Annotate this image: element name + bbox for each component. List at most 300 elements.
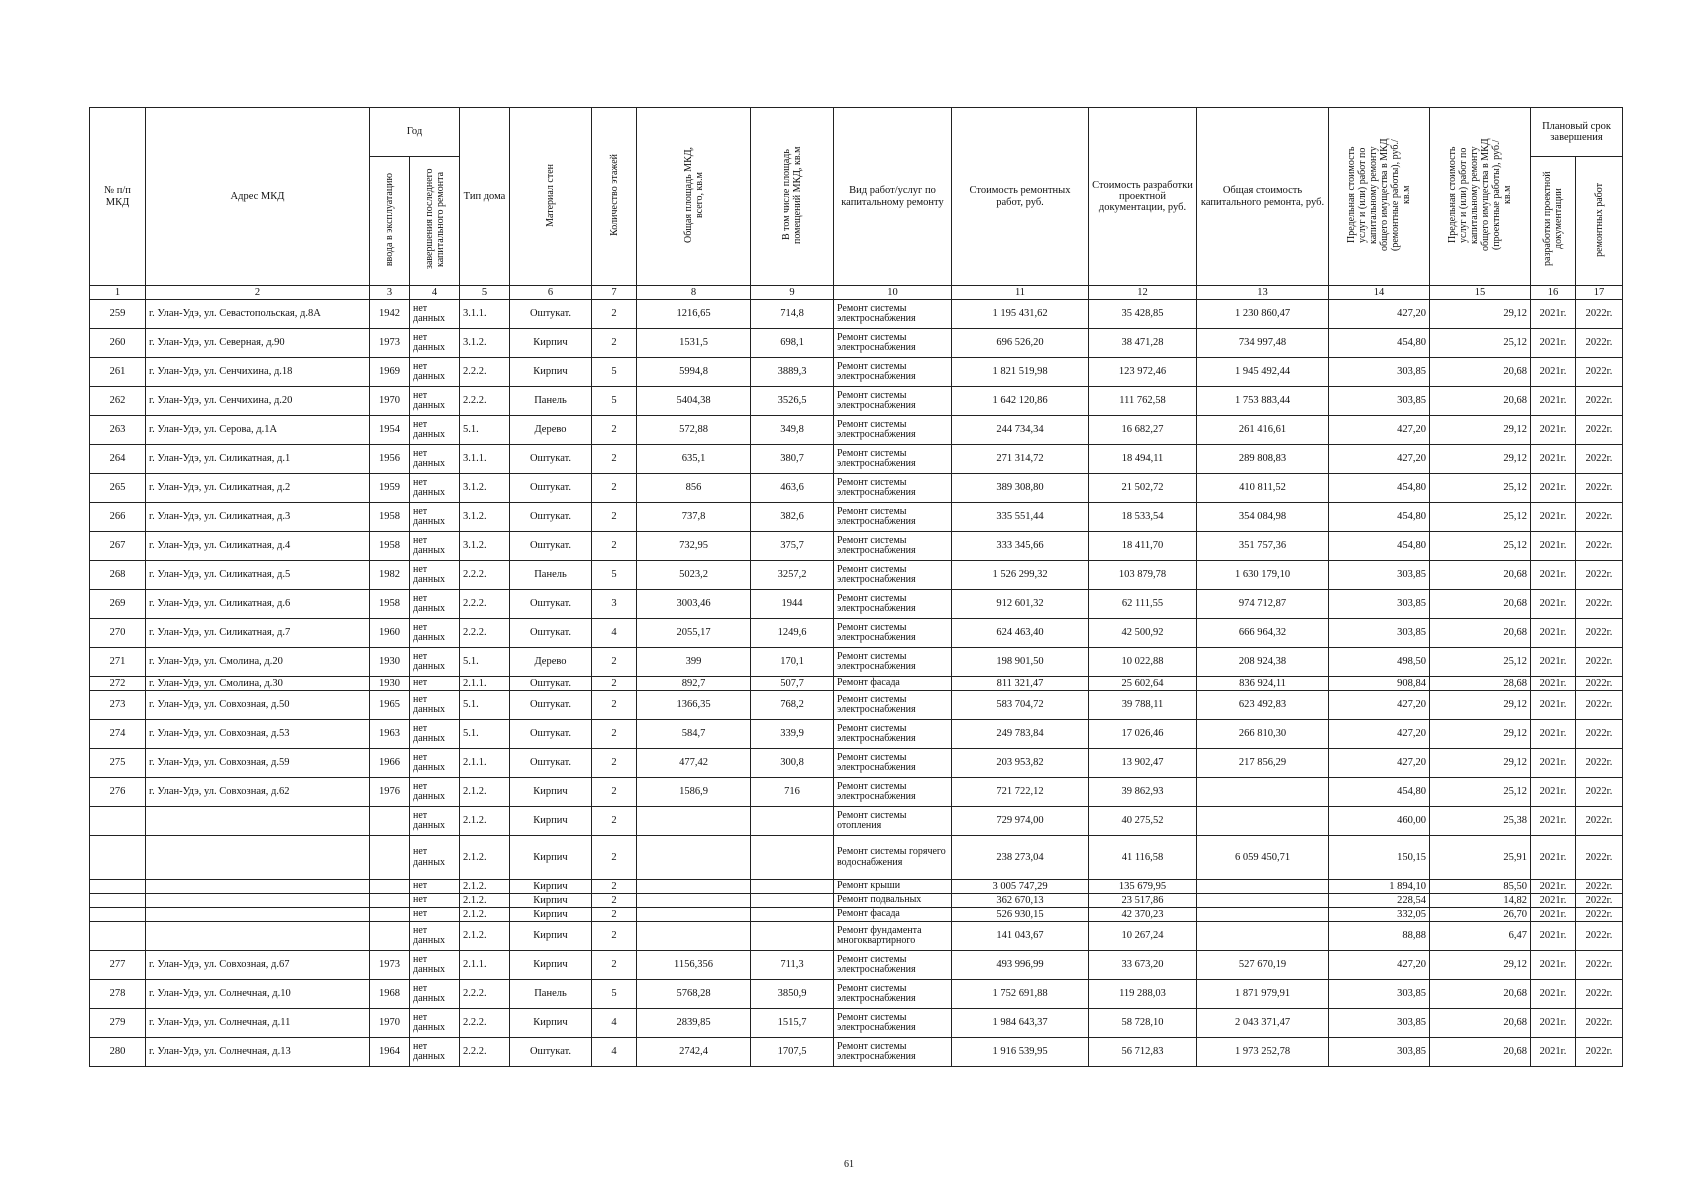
cell-limit-design: 29,12	[1430, 749, 1531, 778]
cell-total-cost: 410 811,52	[1197, 474, 1329, 503]
cell-house-type: 3.1.2.	[460, 503, 510, 532]
cell-repair-cost: 1 642 120,86	[952, 387, 1089, 416]
cell-floors: 2	[592, 416, 637, 445]
header-num: № п/п МКД	[90, 108, 146, 286]
cell-limit-repair: 303,85	[1329, 561, 1430, 590]
cell-plan-repair: 2022г.	[1576, 908, 1623, 922]
table-row	[90, 300, 1623, 329]
cell-plan-repair: 2022г.	[1576, 445, 1623, 474]
column-number: 14	[1329, 286, 1430, 300]
cell-address: г. Улан-Удэ, ул. Силикатная, д.1	[146, 445, 370, 474]
cell-limit-repair: 454,80	[1329, 503, 1430, 532]
cell-design-cost: 38 471,28	[1089, 329, 1197, 358]
cell-row-number: 260	[90, 329, 146, 358]
cell-year-last-repair: нет данных	[410, 951, 460, 980]
cell-limit-design: 20,68	[1430, 980, 1531, 1009]
cell-plan-repair: 2022г.	[1576, 677, 1623, 691]
cell-total-area: 2742,4	[637, 1038, 751, 1067]
cell-total-area: 1216,65	[637, 300, 751, 329]
cell-year-commission: 1966	[370, 749, 410, 778]
cell-address	[146, 807, 370, 836]
cell-house-type: 2.1.2.	[460, 894, 510, 908]
cell-wall-material: Кирпич	[510, 951, 592, 980]
cell-repair-cost: 624 463,40	[952, 619, 1089, 648]
cell-year-commission: 1958	[370, 590, 410, 619]
cell-year-commission: 1958	[370, 503, 410, 532]
table-row	[90, 980, 1623, 1009]
cell-total-cost: 289 808,83	[1197, 445, 1329, 474]
cell-total-area	[637, 922, 751, 951]
cell-plan-repair: 2022г.	[1576, 922, 1623, 951]
cell-plan-design: 2021г.	[1531, 1038, 1576, 1067]
cell-address: г. Улан-Удэ, ул. Смолина, д.30	[146, 677, 370, 691]
header-year: Год	[370, 108, 460, 157]
cell-plan-design: 2021г.	[1531, 691, 1576, 720]
table-row	[90, 648, 1623, 677]
cell-total-cost: 261 416,61	[1197, 416, 1329, 445]
table-row	[90, 749, 1623, 778]
cell-row-number: 277	[90, 951, 146, 980]
cell-year-last-repair: нет данных	[410, 922, 460, 951]
cell-year-commission: 1930	[370, 677, 410, 691]
cell-total-cost: 1 973 252,78	[1197, 1038, 1329, 1067]
cell-row-number	[90, 908, 146, 922]
cell-house-type: 3.1.1.	[460, 300, 510, 329]
cell-year-commission: 1970	[370, 1009, 410, 1038]
cell-design-cost: 42 500,92	[1089, 619, 1197, 648]
column-number: 4	[410, 286, 460, 300]
cell-year-last-repair: нет данных	[410, 980, 460, 1009]
cell-house-type: 2.2.2.	[460, 358, 510, 387]
cell-floors: 2	[592, 532, 637, 561]
cell-total-cost	[1197, 908, 1329, 922]
cell-premises-area	[751, 894, 834, 908]
cell-address: г. Улан-Удэ, ул. Силикатная, д.6	[146, 590, 370, 619]
cell-limit-design: 20,68	[1430, 1009, 1531, 1038]
cell-plan-repair: 2022г.	[1576, 300, 1623, 329]
cell-plan-design: 2021г.	[1531, 561, 1576, 590]
cell-work-type: Ремонт системы электроснабжения	[834, 358, 952, 387]
cell-row-number: 264	[90, 445, 146, 474]
cell-total-cost: 666 964,32	[1197, 619, 1329, 648]
cell-total-area	[637, 880, 751, 894]
cell-work-type: Ремонт системы электроснабжения	[834, 329, 952, 358]
cell-address: г. Улан-Удэ, ул. Сенчихина, д.20	[146, 387, 370, 416]
cell-year-commission: 1963	[370, 720, 410, 749]
cell-house-type: 2.2.2.	[460, 387, 510, 416]
cell-row-number: 280	[90, 1038, 146, 1067]
cell-plan-repair: 2022г.	[1576, 778, 1623, 807]
cell-work-type: Ремонт крыши	[834, 880, 952, 894]
capital-repair-table	[89, 107, 1623, 1067]
table-row	[90, 503, 1623, 532]
cell-floors: 2	[592, 445, 637, 474]
cell-total-cost: 1 945 492,44	[1197, 358, 1329, 387]
cell-year-last-repair: нет данных	[410, 387, 460, 416]
cell-row-number: 267	[90, 532, 146, 561]
cell-wall-material: Кирпич	[510, 807, 592, 836]
cell-address: г. Улан-Удэ, ул. Солнечная, д.10	[146, 980, 370, 1009]
cell-premises-area: 698,1	[751, 329, 834, 358]
table-row	[90, 329, 1623, 358]
cell-address: г. Улан-Удэ, ул. Сенчихина, д.18	[146, 358, 370, 387]
cell-limit-repair: 427,20	[1329, 445, 1430, 474]
cell-total-area	[637, 908, 751, 922]
cell-year-commission: 1930	[370, 648, 410, 677]
cell-floors: 2	[592, 778, 637, 807]
cell-total-cost: 2 043 371,47	[1197, 1009, 1329, 1038]
cell-repair-cost: 912 601,32	[952, 590, 1089, 619]
cell-address	[146, 894, 370, 908]
cell-house-type: 3.1.2.	[460, 329, 510, 358]
cell-year-last-repair: нет данных	[410, 749, 460, 778]
cell-row-number	[90, 922, 146, 951]
header-plan-term: Плановый срок завершения	[1531, 108, 1623, 157]
cell-limit-design: 25,12	[1430, 329, 1531, 358]
column-number: 13	[1197, 286, 1329, 300]
cell-year-last-repair: нет данных	[410, 807, 460, 836]
cell-house-type: 2.2.2.	[460, 1038, 510, 1067]
column-number: 17	[1576, 286, 1623, 300]
column-number: 10	[834, 286, 952, 300]
cell-premises-area: 507,7	[751, 677, 834, 691]
cell-design-cost: 33 673,20	[1089, 951, 1197, 980]
page-number: 61	[844, 1159, 854, 1170]
cell-work-type: Ремонт системы горячего водоснабжения	[834, 836, 952, 880]
cell-total-area	[637, 836, 751, 880]
cell-total-area: 572,88	[637, 416, 751, 445]
cell-wall-material: Оштукат.	[510, 749, 592, 778]
cell-limit-design: 29,12	[1430, 416, 1531, 445]
cell-work-type: Ремонт системы электроснабжения	[834, 445, 952, 474]
header-wall-material: Материал стен	[510, 108, 592, 286]
cell-year-last-repair: нет данных	[410, 1038, 460, 1067]
cell-floors: 2	[592, 880, 637, 894]
cell-premises-area	[751, 836, 834, 880]
cell-total-area: 1156,356	[637, 951, 751, 980]
cell-design-cost: 23 517,86	[1089, 894, 1197, 908]
cell-repair-cost: 1 916 539,95	[952, 1038, 1089, 1067]
cell-plan-repair: 2022г.	[1576, 980, 1623, 1009]
cell-year-commission: 1970	[370, 387, 410, 416]
cell-repair-cost: 493 996,99	[952, 951, 1089, 980]
cell-work-type: Ремонт системы электроснабжения	[834, 416, 952, 445]
header-address: Адрес МКД	[146, 108, 370, 286]
cell-total-area: 5994,8	[637, 358, 751, 387]
cell-row-number	[90, 836, 146, 880]
cell-row-number: 274	[90, 720, 146, 749]
cell-total-area: 2839,85	[637, 1009, 751, 1038]
cell-floors: 2	[592, 474, 637, 503]
cell-plan-design: 2021г.	[1531, 648, 1576, 677]
cell-address: г. Улан-Удэ, ул. Силикатная, д.5	[146, 561, 370, 590]
table-row	[90, 590, 1623, 619]
cell-wall-material: Панель	[510, 387, 592, 416]
cell-floors: 5	[592, 358, 637, 387]
cell-total-area	[637, 894, 751, 908]
cell-house-type: 2.1.2.	[460, 807, 510, 836]
cell-row-number: 272	[90, 677, 146, 691]
cell-premises-area: 714,8	[751, 300, 834, 329]
cell-year-commission: 1956	[370, 445, 410, 474]
cell-limit-repair: 1 894,10	[1329, 880, 1430, 894]
cell-total-cost	[1197, 778, 1329, 807]
header-plan-repair: ремонтных работ	[1576, 157, 1623, 286]
table-row	[90, 532, 1623, 561]
cell-year-commission	[370, 894, 410, 908]
cell-floors: 4	[592, 1038, 637, 1067]
cell-design-cost: 13 902,47	[1089, 749, 1197, 778]
cell-repair-cost: 203 953,82	[952, 749, 1089, 778]
cell-year-last-repair: нет	[410, 908, 460, 922]
cell-year-last-repair: нет данных	[410, 445, 460, 474]
cell-wall-material: Оштукат.	[510, 619, 592, 648]
cell-year-commission	[370, 836, 410, 880]
cell-repair-cost: 141 043,67	[952, 922, 1089, 951]
cell-plan-design: 2021г.	[1531, 807, 1576, 836]
cell-repair-cost: 244 734,34	[952, 416, 1089, 445]
cell-row-number	[90, 880, 146, 894]
cell-row-number: 266	[90, 503, 146, 532]
cell-design-cost: 21 502,72	[1089, 474, 1197, 503]
cell-house-type: 5.1.	[460, 720, 510, 749]
cell-row-number: 278	[90, 980, 146, 1009]
cell-row-number	[90, 807, 146, 836]
column-number: 3	[370, 286, 410, 300]
cell-address: г. Улан-Удэ, ул. Севастопольская, д.8А	[146, 300, 370, 329]
cell-total-area: 399	[637, 648, 751, 677]
cell-repair-cost: 1 752 691,88	[952, 980, 1089, 1009]
table-row	[90, 677, 1623, 691]
cell-year-last-repair: нет	[410, 894, 460, 908]
cell-design-cost: 35 428,85	[1089, 300, 1197, 329]
cell-total-cost: 836 924,11	[1197, 677, 1329, 691]
cell-wall-material: Оштукат.	[510, 532, 592, 561]
cell-design-cost: 25 602,64	[1089, 677, 1197, 691]
cell-plan-design: 2021г.	[1531, 329, 1576, 358]
cell-repair-cost: 389 308,80	[952, 474, 1089, 503]
cell-plan-repair: 2022г.	[1576, 329, 1623, 358]
cell-limit-repair: 88,88	[1329, 922, 1430, 951]
cell-year-commission: 1973	[370, 951, 410, 980]
cell-floors: 2	[592, 894, 637, 908]
cell-work-type: Ремонт системы электроснабжения	[834, 387, 952, 416]
cell-year-last-repair: нет данных	[410, 648, 460, 677]
cell-address: г. Улан-Удэ, ул. Солнечная, д.13	[146, 1038, 370, 1067]
cell-wall-material: Кирпич	[510, 836, 592, 880]
cell-house-type: 3.1.2.	[460, 532, 510, 561]
cell-wall-material: Кирпич	[510, 880, 592, 894]
cell-work-type: Ремонт системы электроснабжения	[834, 619, 952, 648]
cell-plan-repair: 2022г.	[1576, 749, 1623, 778]
cell-house-type: 2.1.2.	[460, 880, 510, 894]
cell-premises-area	[751, 922, 834, 951]
cell-plan-repair: 2022г.	[1576, 1009, 1623, 1038]
header-year-last-repair: завершения последнего капитального ремонта	[410, 157, 460, 286]
cell-house-type: 3.1.1.	[460, 445, 510, 474]
cell-wall-material: Кирпич	[510, 894, 592, 908]
cell-wall-material: Кирпич	[510, 778, 592, 807]
cell-house-type: 2.1.1.	[460, 677, 510, 691]
cell-year-commission: 1960	[370, 619, 410, 648]
cell-row-number: 263	[90, 416, 146, 445]
cell-floors: 4	[592, 1009, 637, 1038]
cell-total-cost: 623 492,83	[1197, 691, 1329, 720]
table-row	[90, 951, 1623, 980]
cell-plan-design: 2021г.	[1531, 720, 1576, 749]
cell-house-type: 2.1.1.	[460, 951, 510, 980]
cell-limit-repair: 454,80	[1329, 778, 1430, 807]
cell-plan-design: 2021г.	[1531, 416, 1576, 445]
table-row	[90, 1009, 1623, 1038]
cell-plan-repair: 2022г.	[1576, 561, 1623, 590]
cell-floors: 2	[592, 648, 637, 677]
cell-plan-design: 2021г.	[1531, 590, 1576, 619]
header-premises-area: В том числе площадь помещений МКД, кв.м	[751, 108, 834, 286]
header-repair-cost: Стоимость ремонтных работ, руб.	[952, 108, 1089, 286]
cell-total-area: 5404,38	[637, 387, 751, 416]
table-row	[90, 908, 1623, 922]
header-house-type: Тип дома	[460, 108, 510, 286]
cell-house-type: 5.1.	[460, 416, 510, 445]
cell-work-type: Ремонт системы электроснабжения	[834, 561, 952, 590]
cell-premises-area: 3889,3	[751, 358, 834, 387]
cell-design-cost: 42 370,23	[1089, 908, 1197, 922]
cell-total-area: 1586,9	[637, 778, 751, 807]
cell-work-type: Ремонт системы электроснабжения	[834, 691, 952, 720]
cell-premises-area: 349,8	[751, 416, 834, 445]
cell-work-type: Ремонт системы электроснабжения	[834, 951, 952, 980]
cell-plan-repair: 2022г.	[1576, 807, 1623, 836]
cell-plan-design: 2021г.	[1531, 445, 1576, 474]
column-number: 12	[1089, 286, 1197, 300]
cell-premises-area: 170,1	[751, 648, 834, 677]
cell-plan-repair: 2022г.	[1576, 720, 1623, 749]
cell-plan-design: 2021г.	[1531, 778, 1576, 807]
cell-work-type: Ремонт системы электроснабжения	[834, 590, 952, 619]
header-plan-design: разработки проектной документации	[1531, 157, 1576, 286]
cell-plan-repair: 2022г.	[1576, 648, 1623, 677]
cell-total-area: 5023,2	[637, 561, 751, 590]
cell-design-cost: 18 411,70	[1089, 532, 1197, 561]
cell-limit-design: 25,12	[1430, 778, 1531, 807]
cell-limit-design: 28,68	[1430, 677, 1531, 691]
table-row	[90, 778, 1623, 807]
cell-wall-material: Кирпич	[510, 922, 592, 951]
cell-design-cost: 41 116,58	[1089, 836, 1197, 880]
cell-year-last-repair: нет данных	[410, 300, 460, 329]
table-body	[90, 300, 1623, 1067]
cell-limit-repair: 427,20	[1329, 300, 1430, 329]
cell-floors: 4	[592, 619, 637, 648]
cell-limit-design: 20,68	[1430, 1038, 1531, 1067]
cell-design-cost: 58 728,10	[1089, 1009, 1197, 1038]
cell-wall-material: Оштукат.	[510, 503, 592, 532]
cell-work-type: Ремонт системы электроснабжения	[834, 474, 952, 503]
cell-limit-repair: 303,85	[1329, 590, 1430, 619]
cell-year-last-repair: нет данных	[410, 561, 460, 590]
table-row	[90, 358, 1623, 387]
cell-total-area: 2055,17	[637, 619, 751, 648]
cell-limit-design: 25,12	[1430, 503, 1531, 532]
column-number: 7	[592, 286, 637, 300]
cell-address: г. Улан-Удэ, ул. Смолина, д.20	[146, 648, 370, 677]
cell-limit-repair: 332,05	[1329, 908, 1430, 922]
cell-premises-area: 768,2	[751, 691, 834, 720]
cell-wall-material: Оштукат.	[510, 474, 592, 503]
cell-floors: 2	[592, 836, 637, 880]
cell-address: г. Улан-Удэ, ул. Силикатная, д.3	[146, 503, 370, 532]
cell-year-commission: 1964	[370, 1038, 410, 1067]
table-row	[90, 474, 1623, 503]
table-row	[90, 416, 1623, 445]
cell-plan-repair: 2022г.	[1576, 590, 1623, 619]
cell-house-type: 3.1.2.	[460, 474, 510, 503]
cell-repair-cost: 696 526,20	[952, 329, 1089, 358]
cell-year-last-repair: нет данных	[410, 532, 460, 561]
cell-plan-repair: 2022г.	[1576, 358, 1623, 387]
cell-design-cost: 18 494,11	[1089, 445, 1197, 474]
cell-total-area: 635,1	[637, 445, 751, 474]
cell-limit-repair: 427,20	[1329, 749, 1430, 778]
cell-premises-area: 375,7	[751, 532, 834, 561]
cell-row-number: 268	[90, 561, 146, 590]
cell-limit-repair: 454,80	[1329, 532, 1430, 561]
cell-address	[146, 836, 370, 880]
header-limit-repair: Предельная стоимость услуг и (или) работ по капитальному ремонту общего имущества в МКД (ремонтные работы), руб./кв.м	[1329, 108, 1430, 286]
column-number: 16	[1531, 286, 1576, 300]
cell-design-cost: 135 679,95	[1089, 880, 1197, 894]
cell-work-type: Ремонт системы электроснабжения	[834, 749, 952, 778]
cell-repair-cost: 1 821 519,98	[952, 358, 1089, 387]
cell-limit-repair: 427,20	[1329, 691, 1430, 720]
cell-plan-repair: 2022г.	[1576, 880, 1623, 894]
cell-address	[146, 880, 370, 894]
cell-plan-repair: 2022г.	[1576, 416, 1623, 445]
cell-year-commission: 1942	[370, 300, 410, 329]
cell-year-last-repair: нет данных	[410, 1009, 460, 1038]
cell-plan-design: 2021г.	[1531, 474, 1576, 503]
cell-limit-design: 25,12	[1430, 474, 1531, 503]
cell-repair-cost: 333 345,66	[952, 532, 1089, 561]
cell-repair-cost: 721 722,12	[952, 778, 1089, 807]
cell-work-type: Ремонт системы электроснабжения	[834, 1009, 952, 1038]
cell-wall-material: Оштукат.	[510, 590, 592, 619]
cell-limit-design: 25,12	[1430, 532, 1531, 561]
cell-year-commission: 1965	[370, 691, 410, 720]
cell-year-commission	[370, 807, 410, 836]
cell-total-cost: 208 924,38	[1197, 648, 1329, 677]
cell-wall-material: Панель	[510, 561, 592, 590]
header-total-cost: Общая стоимость капитального ремонта, руб.	[1197, 108, 1329, 286]
cell-premises-area: 463,6	[751, 474, 834, 503]
cell-total-area: 584,7	[637, 720, 751, 749]
cell-repair-cost: 583 704,72	[952, 691, 1089, 720]
cell-limit-repair: 303,85	[1329, 387, 1430, 416]
cell-row-number: 259	[90, 300, 146, 329]
cell-floors: 2	[592, 908, 637, 922]
cell-limit-repair: 427,20	[1329, 951, 1430, 980]
cell-total-area: 3003,46	[637, 590, 751, 619]
cell-house-type: 5.1.	[460, 691, 510, 720]
cell-repair-cost: 1 195 431,62	[952, 300, 1089, 329]
cell-row-number: 265	[90, 474, 146, 503]
cell-premises-area: 1249,6	[751, 619, 834, 648]
cell-plan-design: 2021г.	[1531, 387, 1576, 416]
cell-premises-area: 1944	[751, 590, 834, 619]
cell-wall-material: Оштукат.	[510, 677, 592, 691]
table-row	[90, 1038, 1623, 1067]
